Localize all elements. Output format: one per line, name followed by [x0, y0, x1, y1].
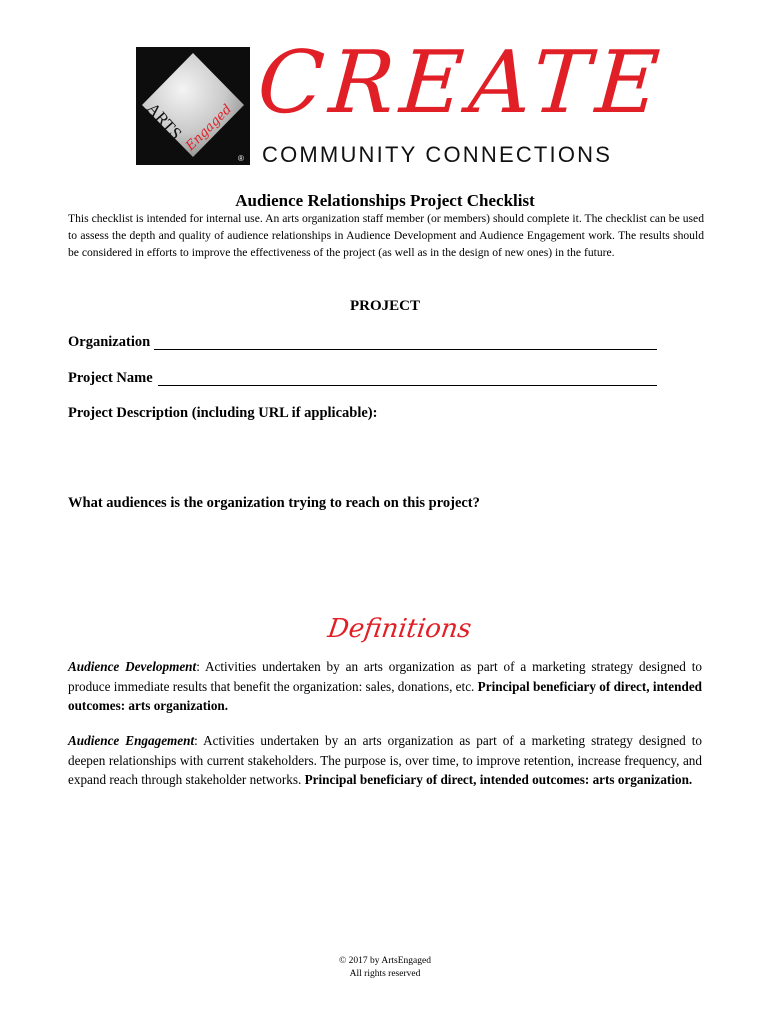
footer-copyright: © 2017 by ArtsEngaged: [339, 956, 431, 966]
definition-term: Audience Development: [68, 659, 197, 674]
svg-text:Engaged: Engaged: [183, 102, 236, 154]
definition-audience-development: [68, 657, 702, 716]
definition-body: : Activities undertaken by an arts organization as part of a marketing strategy designed to deepen relationships with current stakeholders. The purpose is, over time, to improve retention, increase frequency, and expand reach through stakeholder networks.: [68, 733, 703, 787]
project-description-area[interactable]: [68, 428, 702, 488]
definition-body: : Activities undertaken by an arts organization as part of a marketing strategy designed to produce immediate results that benefit the organization: sales, donations, etc.: [68, 659, 702, 694]
organization-label: Organization: [68, 334, 151, 350]
definition-term: Audience Engagement: [68, 733, 195, 748]
project-name-input-line[interactable]: [158, 385, 657, 386]
intro-paragraph: This checklist is intended for internal use. An arts organization staff member (or members) should complete it. The checklist can be used to assess the depth and quality of audience relationships in Audience Development and Audience Engagement work. The results should be considered in efforts to improve the effectiveness of the project (as well as in the design of new ones) in the future.: [68, 212, 704, 259]
audiences-question: What audiences is the organization trying to reach on this project?: [68, 495, 480, 511]
definitions-heading: Definitions: [325, 614, 474, 644]
svg-text:®: ®: [238, 154, 244, 163]
document-title: Audience Relationships Project Checklist: [235, 191, 535, 210]
project-description-label: Project Description (including URL if applicable):: [68, 405, 378, 421]
footer-rights: All rights reserved: [349, 969, 421, 979]
project-name-field: [68, 370, 153, 387]
section-heading-project: PROJECT: [349, 298, 420, 314]
definition-emphasis: Principal beneficiary of direct, intended outcomes: arts organization.: [304, 772, 693, 787]
definition-emphasis: Principal beneficiary of direct, intended outcomes: arts organization.: [68, 678, 703, 713]
project-name-label: Project Name: [68, 370, 153, 386]
organization-input-line[interactable]: [154, 349, 657, 350]
footer: [0, 955, 770, 981]
arts-engaged-seal-icon: [136, 47, 250, 165]
brand-wordmark: CREATE: [254, 33, 669, 133]
definition-audience-engagement: [68, 731, 702, 790]
brand-tagline: COMMUNITY CONNECTIONS: [262, 142, 613, 167]
svg-text:ARTS: ARTS: [143, 98, 186, 144]
artsengaged-logo: [136, 47, 250, 165]
organization-field: [68, 334, 150, 351]
